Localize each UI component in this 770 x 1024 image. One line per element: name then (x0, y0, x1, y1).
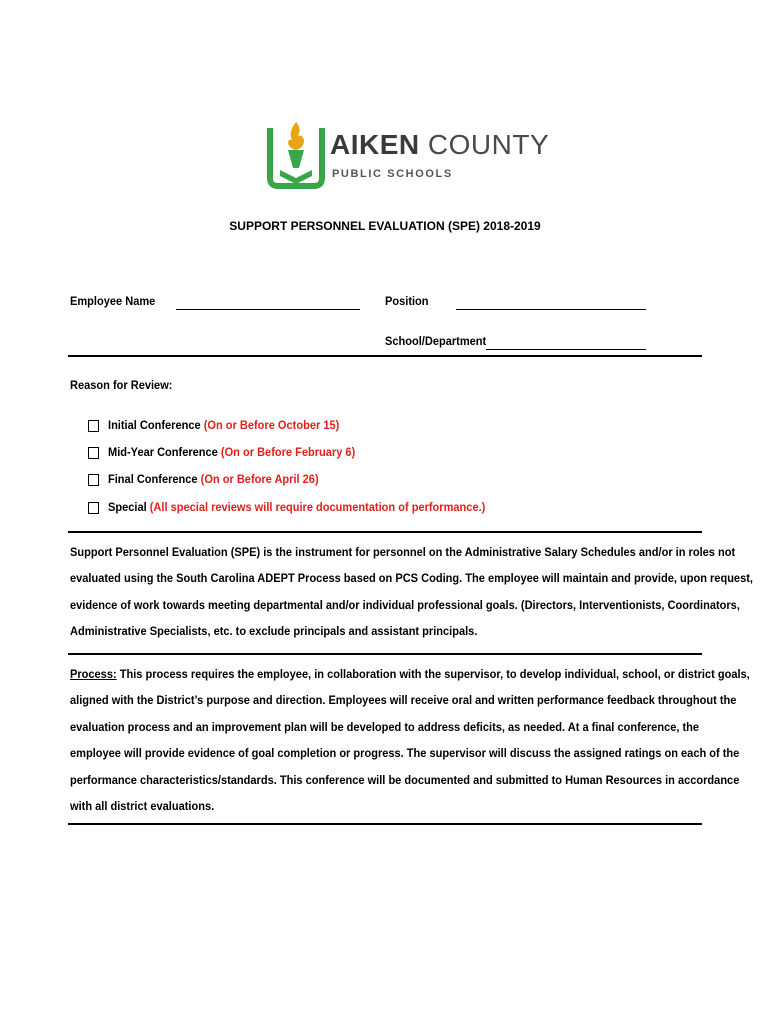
paragraph-line: Administrative Specialists, etc. to exclude principals and assistant principals. (70, 624, 478, 639)
paragraph-line: evidence of work towards meeting departmental and/or individual professional goals. (Directors, Interventionists, Coordinators, (70, 597, 740, 612)
position-field[interactable] (456, 309, 646, 310)
logo-title-light: COUNTY (419, 129, 550, 160)
description-paragraph (70, 539, 753, 645)
paragraph-line: aligned with the District’s purpose and direction. Employees will receive oral and written performance feedback throughout the (70, 693, 737, 708)
mid-year-conference-checkbox[interactable] (88, 447, 99, 459)
special-review-checkbox[interactable] (88, 502, 99, 514)
aiken-county-logo (266, 120, 550, 192)
option-label: Initial Conference (108, 418, 201, 432)
process-paragraph (70, 661, 750, 819)
paragraph-line: performance characteristics/standards. This conference will be documented and submitted to Human Resources in accordance (70, 772, 740, 787)
logo-title (330, 130, 549, 160)
option-note: (On or Before October 15) (203, 418, 340, 432)
paragraph-line: with all district evaluations. (70, 799, 215, 814)
employee-name-field[interactable] (176, 309, 360, 310)
reason-heading: Reason for Review: (70, 378, 173, 392)
paragraph-line: Support Personnel Evaluation (SPE) is the instrument for personnel on the Administrative Salary Schedules and/or in roles not (70, 545, 736, 559)
final-conference-checkbox[interactable] (88, 474, 99, 486)
paragraph-line: evaluated using the South Carolina ADEPT Process based on PCS Coding. The employee will maintain and provide, upon request, (70, 571, 753, 586)
option-note: (All special reviews will require documentation of performance.) (149, 500, 486, 514)
paragraph-line: employee will provide evidence of goal completion or progress. The supervisor will discuss the assigned ratings on each of the (70, 746, 740, 761)
employee-name-label: Employee Name (70, 294, 156, 308)
process-line-text: This process requires the employee, in collaboration with the supervisor, to develop individual, school, or district goals, (116, 667, 750, 681)
school-department-label: School/Department (385, 334, 487, 348)
mid-year-conference-option (108, 445, 355, 459)
section-divider (68, 355, 702, 357)
logo-subtitle: PUBLIC SCHOOLS (332, 168, 453, 180)
option-note: (On or Before February 6) (220, 445, 356, 459)
final-conference-option (108, 472, 319, 486)
section-divider (68, 653, 702, 655)
option-note: (On or Before April 26) (200, 472, 319, 486)
initial-conference-option (108, 418, 339, 432)
section-divider (68, 823, 702, 825)
school-department-field[interactable] (486, 349, 646, 350)
paragraph-line: evaluation process and an improvement plan will be developed to address deficits, as needed. At a final conference, the (70, 719, 700, 734)
initial-conference-checkbox[interactable] (88, 420, 99, 432)
paragraph-line (70, 661, 750, 687)
option-label: Final Conference (108, 472, 198, 486)
section-divider (68, 531, 702, 533)
special-review-option (108, 500, 485, 514)
position-label: Position (385, 294, 429, 308)
torch-book-icon (266, 120, 326, 192)
logo-title-bold: AIKEN (330, 129, 420, 160)
process-label: Process: (70, 667, 117, 681)
option-label: Mid-Year Conference (108, 445, 218, 459)
document-title: SUPPORT PERSONNEL EVALUATION (SPE) 2018-2019 (229, 219, 541, 233)
option-label: Special (108, 500, 147, 514)
